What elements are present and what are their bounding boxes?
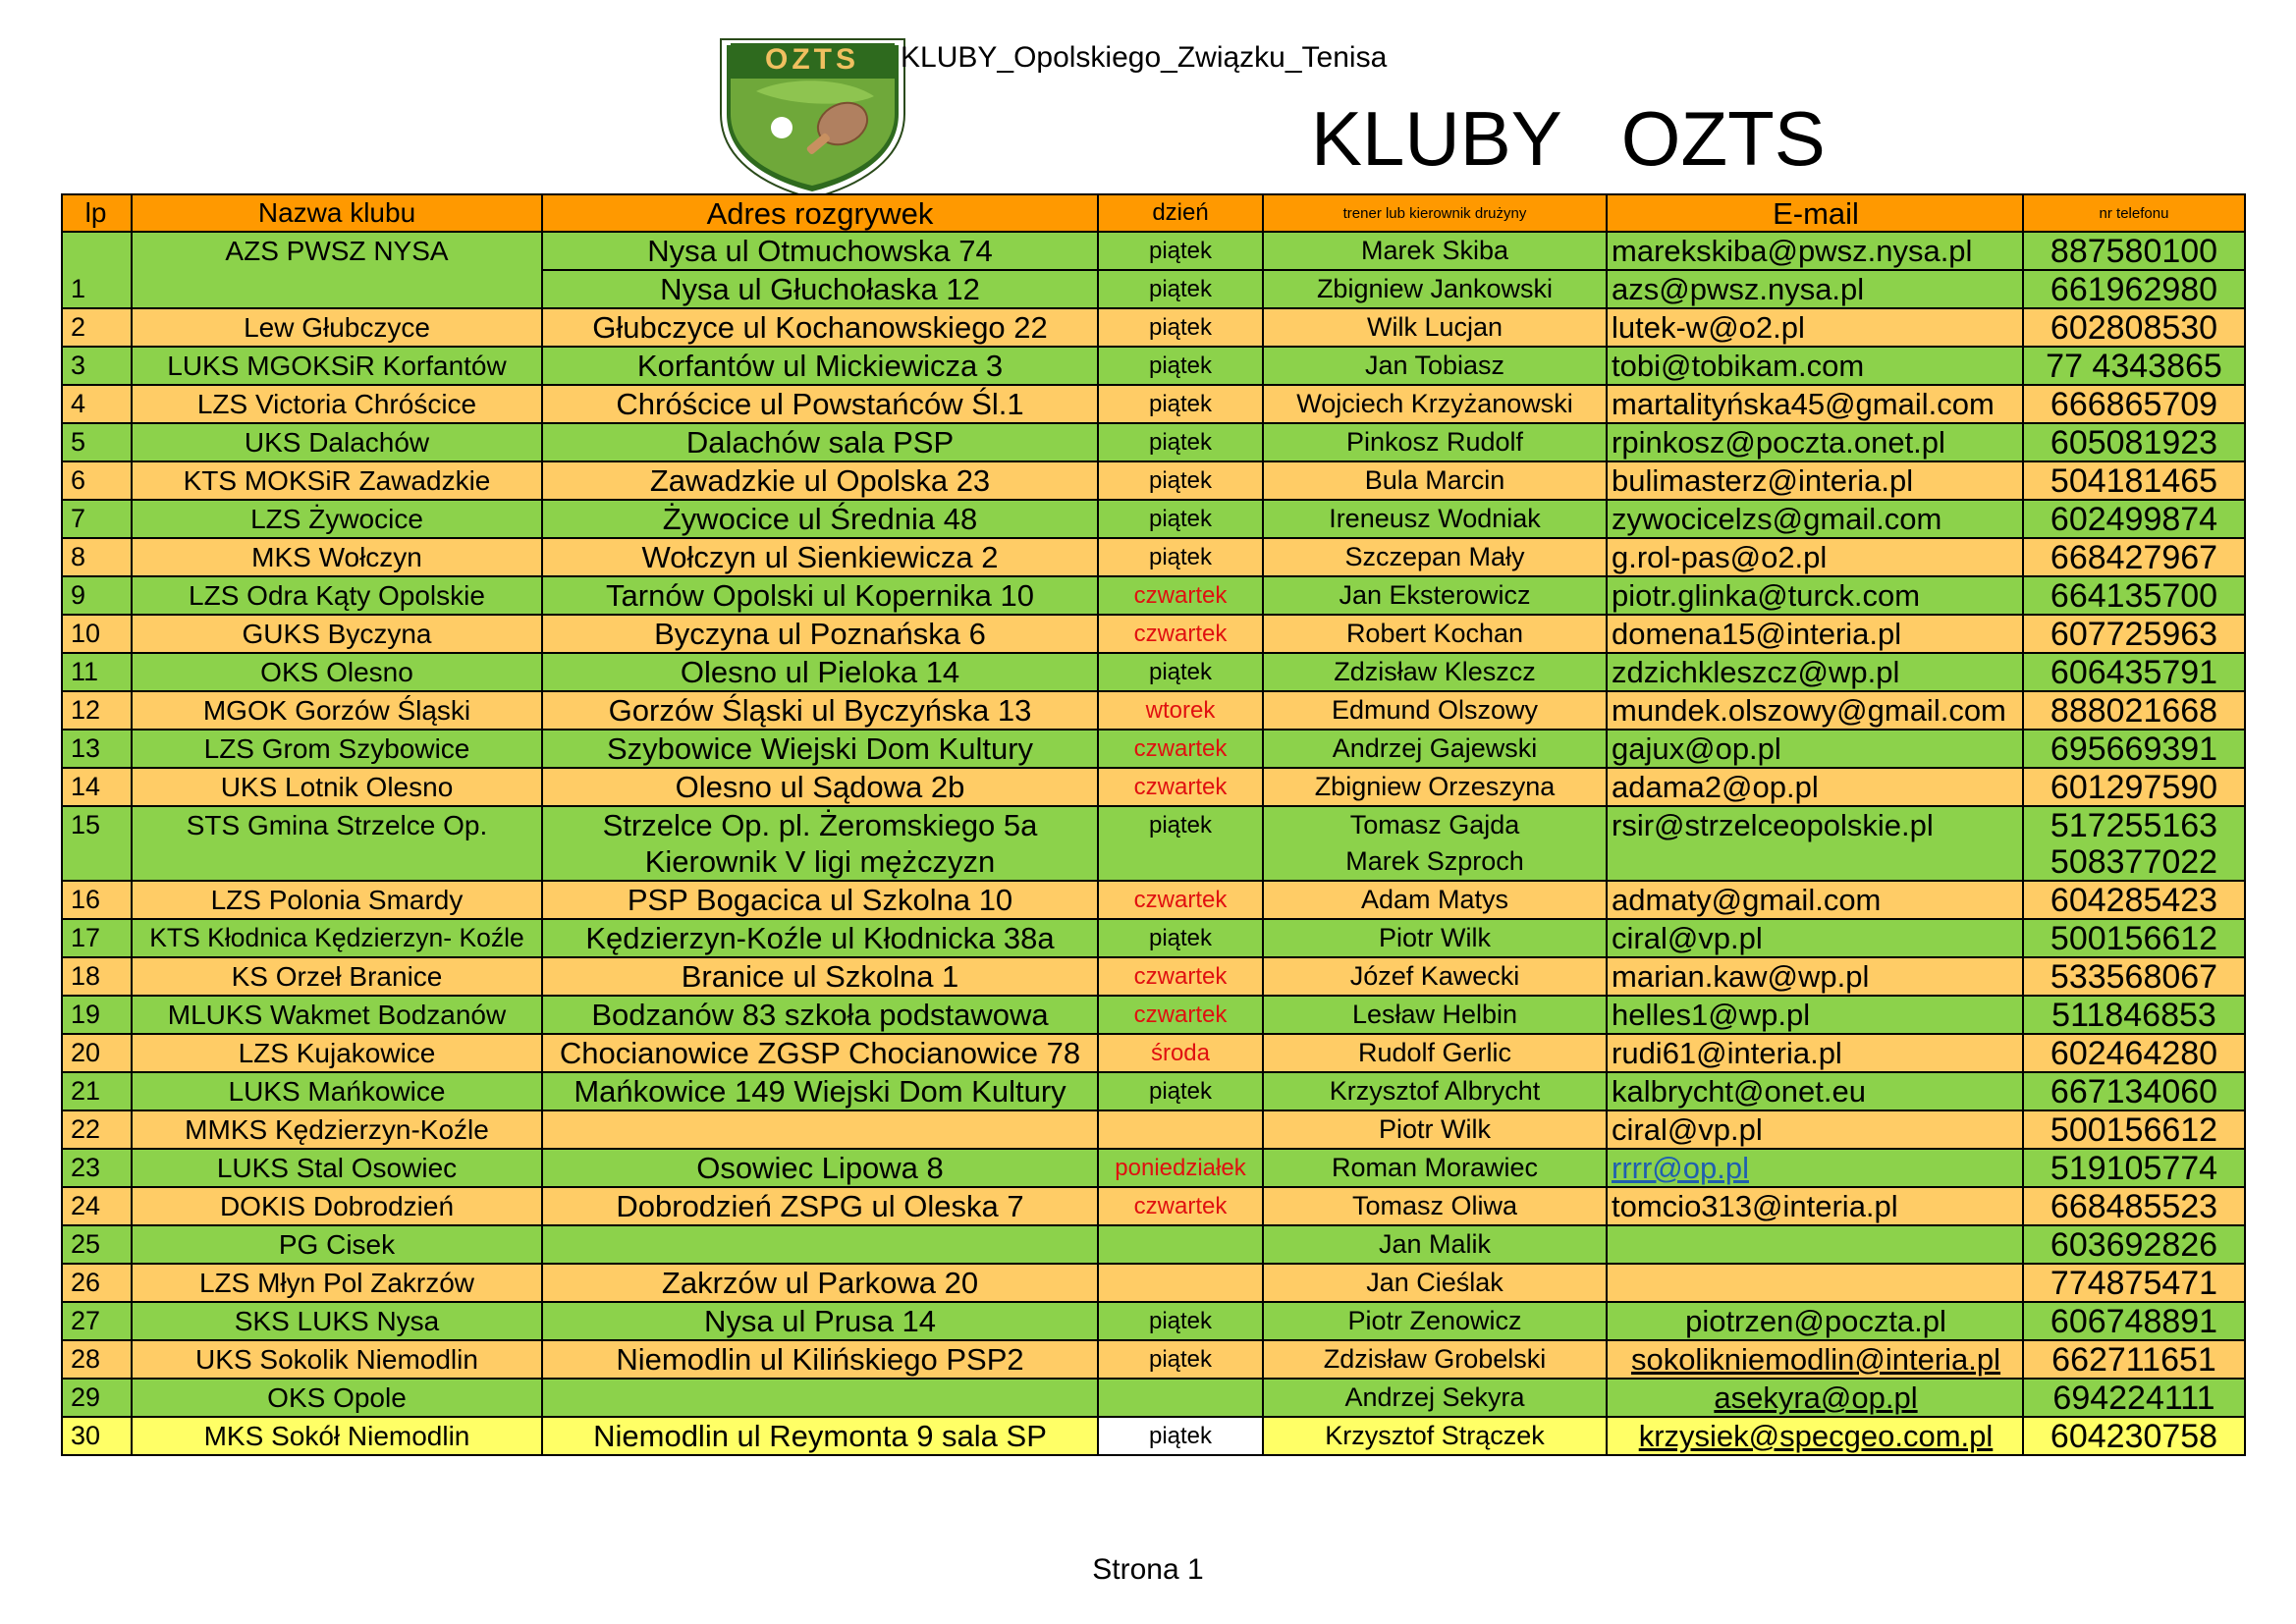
row-email: tobi@tobikam.com <box>1607 347 2023 385</box>
row-phone: 511846853 <box>2023 996 2245 1034</box>
row-lp: 5 <box>62 423 132 461</box>
ozts-logo <box>717 37 908 200</box>
row-lp: 21 <box>62 1072 132 1110</box>
row-address <box>542 1110 1098 1149</box>
row-phone: 603692826 <box>2023 1225 2245 1264</box>
row-email: rsir@strzelceopolskie.pl <box>1607 806 2023 843</box>
table-row <box>62 615 2245 653</box>
row-coach: Piotr Wilk <box>1263 1110 1607 1149</box>
row-club-name <box>132 843 542 881</box>
row-lp: 30 <box>62 1417 132 1455</box>
row-day <box>1098 1264 1263 1302</box>
row-day: piątek <box>1098 919 1263 957</box>
table-row <box>62 1340 2245 1379</box>
row-email: g.rol-pas@o2.pl <box>1607 538 2023 576</box>
row-email <box>1607 843 2023 881</box>
row-club-name: UKS Sokolik Niemodlin <box>132 1340 542 1379</box>
row-coach: Andrzej Sekyra <box>1263 1379 1607 1417</box>
row-day: piątek <box>1098 653 1263 691</box>
row-lp: 10 <box>62 615 132 653</box>
row-lp <box>62 232 132 270</box>
row-club-name: OKS Opole <box>132 1379 542 1417</box>
row-phone: 517255163 <box>2023 806 2245 843</box>
row-day: piątek <box>1098 538 1263 576</box>
row-coach: Edmund Olszowy <box>1263 691 1607 730</box>
svg-text:OZTS: OZTS <box>765 43 859 76</box>
page-title-word-1: KLUBY <box>1311 95 1562 182</box>
row-day: czwartek <box>1098 881 1263 919</box>
row-email: ciral@vp.pl <box>1607 919 2023 957</box>
row-club-name: LZS Młyn Pol Zakrzów <box>132 1264 542 1302</box>
row-email: kalbrycht@onet.eu <box>1607 1072 2023 1110</box>
row-address: Wołczyn ul Sienkiewicza 2 <box>542 538 1098 576</box>
table-row <box>62 1225 2245 1264</box>
row-phone: 662711651 <box>2023 1340 2245 1379</box>
row-day: piątek <box>1098 423 1263 461</box>
row-club-name: LUKS Stal Osowiec <box>132 1149 542 1187</box>
row-club-name: LUKS Mańkowice <box>132 1072 542 1110</box>
table-row <box>62 461 2245 500</box>
table-row <box>62 385 2245 423</box>
row-coach: Jan Tobiasz <box>1263 347 1607 385</box>
row-lp: 12 <box>62 691 132 730</box>
table-row <box>62 1034 2245 1072</box>
row-lp: 2 <box>62 308 132 347</box>
row-club-name: PG Cisek <box>132 1225 542 1264</box>
row-club-name: LZS Polonia Smardy <box>132 881 542 919</box>
row-coach: Marek Skiba <box>1263 232 1607 270</box>
row-club-name: LUKS MGOKSiR Korfantów <box>132 347 542 385</box>
row-club-name: LZS Odra Kąty Opolskie <box>132 576 542 615</box>
row-phone: 500156612 <box>2023 1110 2245 1149</box>
row-email: admaty@gmail.com <box>1607 881 2023 919</box>
row-lp: 13 <box>62 730 132 768</box>
row-coach: Bula Marcin <box>1263 461 1607 500</box>
row-phone: 774875471 <box>2023 1264 2245 1302</box>
row-email-link[interactable]: rrrr@op.pl <box>1612 1151 1749 1185</box>
row-coach: Jan Cieślak <box>1263 1264 1607 1302</box>
row-address: Głubczyce ul Kochanowskiego 22 <box>542 308 1098 347</box>
row-club-name: MKS Wołczyn <box>132 538 542 576</box>
row-coach: Tomasz Gajda <box>1263 806 1607 843</box>
row-day: piątek <box>1098 232 1263 270</box>
row-phone: 77 4343865 <box>2023 347 2245 385</box>
column-header-coach: trener lub kierownik drużyny <box>1263 194 1607 232</box>
row-email: piotr.glinka@turck.com <box>1607 576 2023 615</box>
row-email: piotrzen@poczta.pl <box>1607 1302 2023 1340</box>
row-phone: 607725963 <box>2023 615 2245 653</box>
row-coach: Marek Szproch <box>1263 843 1607 881</box>
row-address: Niemodlin ul Reymonta 9 sala SP <box>542 1417 1098 1455</box>
row-phone: 667134060 <box>2023 1072 2245 1110</box>
document-title: KLUBY_Opolskiego_Związku_Tenisa <box>901 41 1388 74</box>
column-header-lp: lp <box>62 194 132 232</box>
row-address: Szybowice Wiejski Dom Kultury <box>542 730 1098 768</box>
row-day: poniedziałek <box>1098 1149 1263 1187</box>
row-lp: 9 <box>62 576 132 615</box>
row-lp: 25 <box>62 1225 132 1264</box>
row-address: Dalachów sala PSP <box>542 423 1098 461</box>
row-address: PSP Bogacica ul Szkolna 10 <box>542 881 1098 919</box>
row-club-name <box>132 270 542 308</box>
page-title-word-2: OZTS <box>1620 95 1826 182</box>
row-coach: Robert Kochan <box>1263 615 1607 653</box>
row-phone: 519105774 <box>2023 1149 2245 1187</box>
row-coach: Krzysztof Strączek <box>1263 1417 1607 1455</box>
row-address: Nysa ul Otmuchowska 74 <box>542 232 1098 270</box>
row-day: czwartek <box>1098 576 1263 615</box>
row-address <box>542 1379 1098 1417</box>
row-phone: 605081923 <box>2023 423 2245 461</box>
row-address: Chocianowice ZGSP Chocianowice 78 <box>542 1034 1098 1072</box>
row-email: martalityńska45@gmail.com <box>1607 385 2023 423</box>
row-coach: Ireneusz Wodniak <box>1263 500 1607 538</box>
row-phone: 668485523 <box>2023 1187 2245 1225</box>
row-day: czwartek <box>1098 957 1263 996</box>
row-club-name: KS Orzeł Branice <box>132 957 542 996</box>
row-lp: 24 <box>62 1187 132 1225</box>
row-day: piątek <box>1098 270 1263 308</box>
row-address <box>542 1225 1098 1264</box>
row-address: Byczyna ul Poznańska 6 <box>542 615 1098 653</box>
table-row <box>62 500 2245 538</box>
row-club-name: GUKS Byczyna <box>132 615 542 653</box>
row-phone: 602808530 <box>2023 308 2245 347</box>
table-row <box>62 1379 2245 1417</box>
row-phone: 602464280 <box>2023 1034 2245 1072</box>
row-lp: 15 <box>62 806 132 843</box>
row-day: piątek <box>1098 347 1263 385</box>
row-club-name: OKS Olesno <box>132 653 542 691</box>
row-email: marekskiba@pwsz.nysa.pl <box>1607 232 2023 270</box>
row-email: lutek-w@o2.pl <box>1607 308 2023 347</box>
row-day <box>1098 1379 1263 1417</box>
row-email: rudi61@interia.pl <box>1607 1034 2023 1072</box>
row-day: piątek <box>1098 1302 1263 1340</box>
row-address: Gorzów Śląski ul Byczyńska 13 <box>542 691 1098 730</box>
table-row <box>62 576 2245 615</box>
row-coach: Rudolf Gerlic <box>1263 1034 1607 1072</box>
table-row <box>62 843 2245 881</box>
page-number: Strona 1 <box>1092 1553 1204 1586</box>
row-address: Mańkowice 149 Wiejski Dom Kultury <box>542 1072 1098 1110</box>
row-lp: 14 <box>62 768 132 806</box>
table-row <box>62 806 2245 843</box>
row-coach: Zdzisław Grobelski <box>1263 1340 1607 1379</box>
row-address: Osowiec Lipowa 8 <box>542 1149 1098 1187</box>
row-day: piątek <box>1098 1340 1263 1379</box>
table-row <box>62 347 2245 385</box>
row-coach: Tomasz Oliwa <box>1263 1187 1607 1225</box>
row-lp: 1 <box>62 270 132 308</box>
row-club-name: LZS Kujakowice <box>132 1034 542 1072</box>
row-email: helles1@wp.pl <box>1607 996 2023 1034</box>
row-lp: 7 <box>62 500 132 538</box>
row-address: Nysa ul Prusa 14 <box>542 1302 1098 1340</box>
table-row <box>62 919 2245 957</box>
row-phone: 602499874 <box>2023 500 2245 538</box>
row-phone: 500156612 <box>2023 919 2245 957</box>
row-day: czwartek <box>1098 730 1263 768</box>
row-lp: 26 <box>62 1264 132 1302</box>
row-club-name: MKS Sokół Niemodlin <box>132 1417 542 1455</box>
column-header-phone: nr telefonu <box>2023 194 2245 232</box>
table-row <box>62 270 2245 308</box>
row-email-link[interactable]: asekyra@op.pl <box>1714 1380 1918 1415</box>
row-day: czwartek <box>1098 1187 1263 1225</box>
row-address: Korfantów ul Mickiewicza 3 <box>542 347 1098 385</box>
row-club-name: UKS Lotnik Olesno <box>132 768 542 806</box>
row-email: rpinkosz@poczta.onet.pl <box>1607 423 2023 461</box>
row-day: piątek <box>1098 308 1263 347</box>
row-email[interactable] <box>1607 1340 2023 1379</box>
row-day <box>1098 843 1263 881</box>
column-header-address: Adres rozgrywek <box>542 194 1098 232</box>
table-row <box>62 232 2245 270</box>
row-club-name: STS Gmina Strzelce Op. <box>132 806 542 843</box>
row-phone: 606435791 <box>2023 653 2245 691</box>
row-day: piątek <box>1098 1072 1263 1110</box>
row-lp: 17 <box>62 919 132 957</box>
row-coach: Zbigniew Orzeszyna <box>1263 768 1607 806</box>
table-row <box>62 768 2245 806</box>
row-phone: 694224111 <box>2023 1379 2245 1417</box>
table-row <box>62 996 2245 1034</box>
table-row <box>62 538 2245 576</box>
row-coach: Zdzisław Kleszcz <box>1263 653 1607 691</box>
row-lp: 3 <box>62 347 132 385</box>
table-row <box>62 1417 2245 1455</box>
row-club-name: AZS PWSZ NYSA <box>132 232 542 270</box>
table-row <box>62 730 2245 768</box>
row-coach: Pinkosz Rudolf <box>1263 423 1607 461</box>
row-coach: Jan Eksterowicz <box>1263 576 1607 615</box>
row-club-name: KTS Kłodnica Kędzierzyn- Koźle <box>132 919 542 957</box>
row-email-link[interactable]: krzysiek@specgeo.com.pl <box>1638 1419 1994 1453</box>
row-lp: 18 <box>62 957 132 996</box>
row-address: Olesno ul Pieloka 14 <box>542 653 1098 691</box>
row-phone: 887580100 <box>2023 232 2245 270</box>
clubs-table <box>61 193 2246 1456</box>
row-coach: Lesław Helbin <box>1263 996 1607 1034</box>
row-address: Olesno ul Sądowa 2b <box>542 768 1098 806</box>
row-email <box>1607 1264 2023 1302</box>
row-coach: Piotr Zenowicz <box>1263 1302 1607 1340</box>
row-club-name: MGOK Gorzów Śląski <box>132 691 542 730</box>
row-day: wtorek <box>1098 691 1263 730</box>
row-day: piątek <box>1098 461 1263 500</box>
table-row <box>62 1072 2245 1110</box>
column-header-day: dzień <box>1098 194 1263 232</box>
row-club-name: MMKS Kędzierzyn-Koźle <box>132 1110 542 1149</box>
row-day <box>1098 1225 1263 1264</box>
row-email: adama2@op.pl <box>1607 768 2023 806</box>
row-email: mundek.olszowy@gmail.com <box>1607 691 2023 730</box>
column-header-name: Nazwa klubu <box>132 194 542 232</box>
row-address: Kędzierzyn-Koźle ul Kłodnicka 38a <box>542 919 1098 957</box>
row-email: marian.kaw@wp.pl <box>1607 957 2023 996</box>
row-club-name: LZS Victoria Chróścice <box>132 385 542 423</box>
row-day: czwartek <box>1098 615 1263 653</box>
row-coach: Józef Kawecki <box>1263 957 1607 996</box>
row-lp: 29 <box>62 1379 132 1417</box>
row-phone: 508377022 <box>2023 843 2245 881</box>
table-row <box>62 691 2245 730</box>
row-club-name: UKS Dalachów <box>132 423 542 461</box>
row-club-name: MLUKS Wakmet Bodzanów <box>132 996 542 1034</box>
table-row <box>62 423 2245 461</box>
row-lp: 8 <box>62 538 132 576</box>
row-address: Kierownik V ligi mężczyzn <box>542 843 1098 881</box>
row-address: Bodzanów 83 szkoła podstawowa <box>542 996 1098 1034</box>
row-phone: 606748891 <box>2023 1302 2245 1340</box>
row-phone: 604230758 <box>2023 1417 2245 1455</box>
row-address: Dobrodzień ZSPG ul Oleska 7 <box>542 1187 1098 1225</box>
row-email-link[interactable]: sokolikniemodlin@interia.pl <box>1630 1342 2001 1377</box>
row-email: tomcio313@interia.pl <box>1607 1187 2023 1225</box>
row-club-name: KTS MOKSiR Zawadzkie <box>132 461 542 500</box>
row-email: domena15@interia.pl <box>1607 615 2023 653</box>
row-lp <box>62 843 132 881</box>
row-lp: 6 <box>62 461 132 500</box>
row-coach: Roman Morawiec <box>1263 1149 1607 1187</box>
row-phone: 695669391 <box>2023 730 2245 768</box>
row-club-name: LZS Żywocice <box>132 500 542 538</box>
table-row <box>62 1110 2245 1149</box>
row-day: piątek <box>1098 1417 1263 1455</box>
row-email: gajux@op.pl <box>1607 730 2023 768</box>
row-address: Żywocice ul Średnia 48 <box>542 500 1098 538</box>
row-email[interactable] <box>1607 1149 2023 1187</box>
row-lp: 11 <box>62 653 132 691</box>
row-lp: 20 <box>62 1034 132 1072</box>
row-club-name: Lew Głubczyce <box>132 308 542 347</box>
row-phone: 661962980 <box>2023 270 2245 308</box>
row-coach: Wojciech Krzyżanowski <box>1263 385 1607 423</box>
row-email: zywocicelzs@gmail.com <box>1607 500 2023 538</box>
row-coach: Adam Matys <box>1263 881 1607 919</box>
row-address: Chróścice ul Powstańców Śl.1 <box>542 385 1098 423</box>
row-club-name: LZS Grom Szybowice <box>132 730 542 768</box>
row-coach: Zbigniew Jankowski <box>1263 270 1607 308</box>
row-phone: 666865709 <box>2023 385 2245 423</box>
row-lp: 22 <box>62 1110 132 1149</box>
row-address: Zawadzkie ul Opolska 23 <box>542 461 1098 500</box>
row-email: bulimasterz@interia.pl <box>1607 461 2023 500</box>
row-coach: Jan Malik <box>1263 1225 1607 1264</box>
row-phone: 604285423 <box>2023 881 2245 919</box>
row-lp: 19 <box>62 996 132 1034</box>
table-row <box>62 653 2245 691</box>
row-phone: 668427967 <box>2023 538 2245 576</box>
row-day: czwartek <box>1098 768 1263 806</box>
row-lp: 27 <box>62 1302 132 1340</box>
table-row <box>62 957 2245 996</box>
table-row <box>62 1187 2245 1225</box>
row-phone: 888021668 <box>2023 691 2245 730</box>
row-club-name: SKS LUKS Nysa <box>132 1302 542 1340</box>
row-day: środa <box>1098 1034 1263 1072</box>
row-phone: 504181465 <box>2023 461 2245 500</box>
row-phone: 601297590 <box>2023 768 2245 806</box>
row-phone: 533568067 <box>2023 957 2245 996</box>
page-title <box>1311 95 1826 182</box>
row-coach: Wilk Lucjan <box>1263 308 1607 347</box>
row-email[interactable] <box>1607 1417 2023 1455</box>
row-coach: Szczepan Mały <box>1263 538 1607 576</box>
row-lp: 4 <box>62 385 132 423</box>
row-day: piątek <box>1098 385 1263 423</box>
row-lp: 28 <box>62 1340 132 1379</box>
row-email[interactable] <box>1607 1379 2023 1417</box>
row-day: piątek <box>1098 500 1263 538</box>
row-address: Tarnów Opolski ul Kopernika 10 <box>542 576 1098 615</box>
row-email: azs@pwsz.nysa.pl <box>1607 270 2023 308</box>
row-coach: Piotr Wilk <box>1263 919 1607 957</box>
table-header-row <box>62 194 2245 232</box>
row-phone: 664135700 <box>2023 576 2245 615</box>
row-email <box>1607 1225 2023 1264</box>
row-address: Niemodlin ul Kilińskiego PSP2 <box>542 1340 1098 1379</box>
row-email: ciral@vp.pl <box>1607 1110 2023 1149</box>
table-row <box>62 1302 2245 1340</box>
row-club-name: DOKIS Dobrodzień <box>132 1187 542 1225</box>
column-header-email: E-mail <box>1607 194 2023 232</box>
row-address: Strzelce Op. pl. Żeromskiego 5a <box>542 806 1098 843</box>
table-row <box>62 881 2245 919</box>
row-address: Nysa ul Głuchołaska 12 <box>542 270 1098 308</box>
row-day <box>1098 1110 1263 1149</box>
row-lp: 23 <box>62 1149 132 1187</box>
row-email: zdzichkleszcz@wp.pl <box>1607 653 2023 691</box>
table-row <box>62 1149 2245 1187</box>
row-address: Zakrzów ul Parkowa 20 <box>542 1264 1098 1302</box>
row-day: czwartek <box>1098 996 1263 1034</box>
row-coach: Krzysztof Albrycht <box>1263 1072 1607 1110</box>
table-row <box>62 308 2245 347</box>
row-coach: Andrzej Gajewski <box>1263 730 1607 768</box>
row-address: Branice ul Szkolna 1 <box>542 957 1098 996</box>
row-lp: 16 <box>62 881 132 919</box>
row-day: piątek <box>1098 806 1263 843</box>
table-row <box>62 1264 2245 1302</box>
